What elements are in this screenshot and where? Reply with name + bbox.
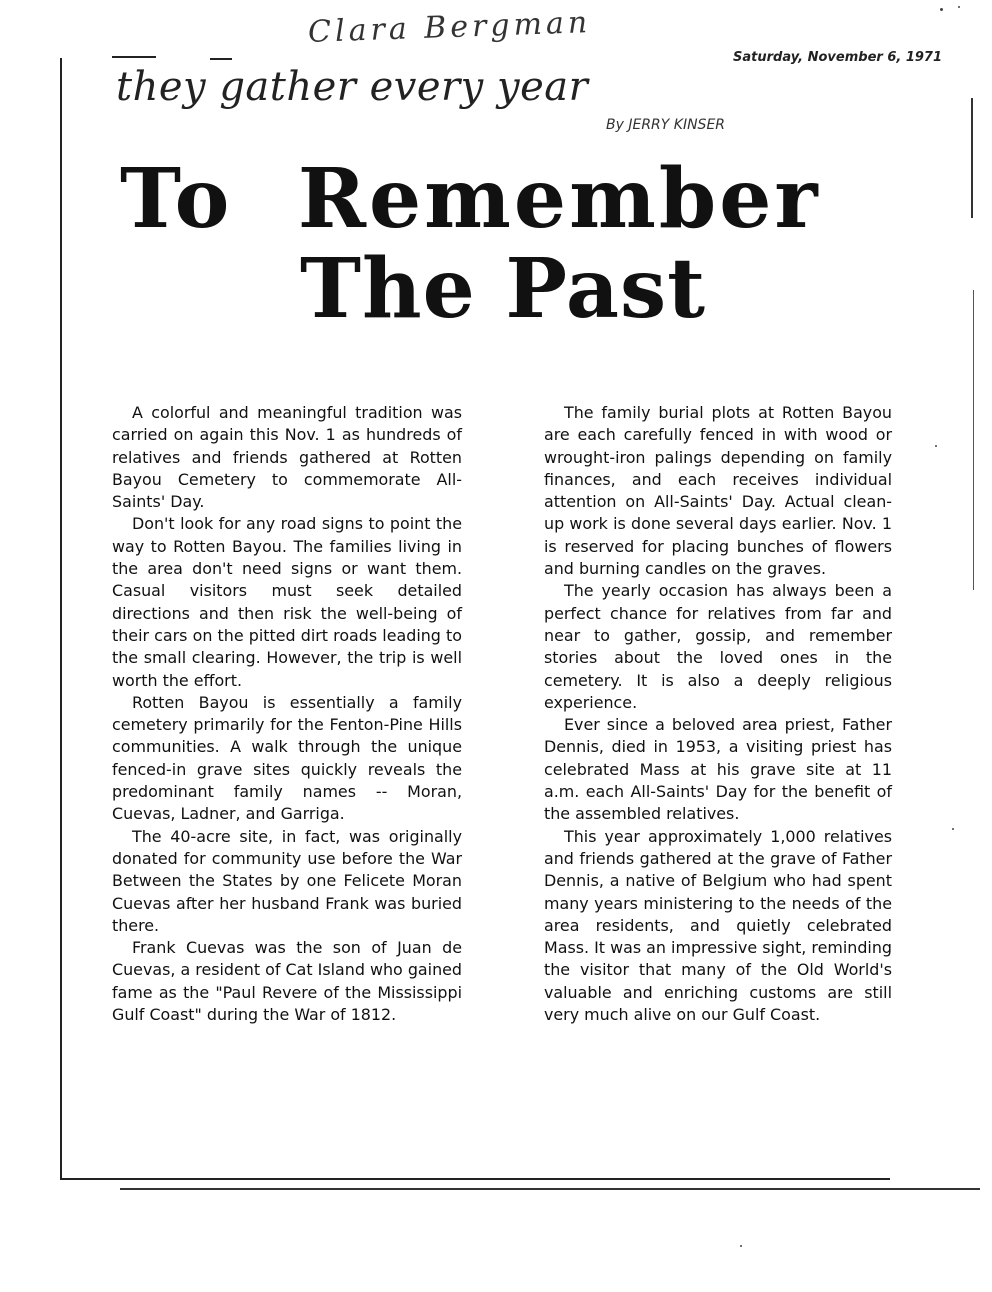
clipping-border-right <box>971 98 973 218</box>
byline: By JERRY KINSER <box>606 117 726 133</box>
paragraph: Don't look for any road signs to point the way to Rotten Bayou. The families living in the area don't need signs or want them. Casual visitors must seek detailed directions and then risk the well-being of their cars on the pitted dirt roads leading to the small clearing. However, the trip is well worth the effort. <box>112 514 462 690</box>
paragraph: Rotten Bayou is essentially a family cemetery primarily for the Fenton-Pine Hills communities. A walk through the unique fenced-in grave sites quickly reveals the predominant family names -- Moran, Cuevas, Ladner, and Garriga. <box>112 692 462 824</box>
clipping-border-right-lower <box>973 290 974 590</box>
paragraph: The 40-acre site, in fact, was originally donated for community use before the War Between the States by one Felicete Moran Cuevas after her husband Frank was buried there. <box>112 826 462 935</box>
paragraph: This year approximately 1,000 relatives and friends gathered at the grave of Father Dennis, a native of Belgium who had spent many years ministering to the needs of the area residents, and quietly celebrated Mass. It was an impressive sight, reminding the visitor that many of the Old World's valuable and enriching customs are still very much alive on our Gulf Coast. <box>544 826 892 1025</box>
clipping-border-bottom-outer <box>120 1188 980 1190</box>
clipping-border-left <box>60 58 62 1178</box>
kicker-rule-mark <box>210 58 232 60</box>
kicker-rule <box>112 56 156 58</box>
handwritten-annotation: Clara Bergman <box>307 5 592 50</box>
article-column-left <box>112 402 462 1026</box>
paragraph: Ever since a beloved area priest, Father Dennis, died in 1953, a visiting priest has celebrated Mass at his grave site at 11 a.m. each All-Saints' Day for the benefit of the assembled relatives. <box>544 715 892 824</box>
dateline: Saturday, November 6, 1971 <box>733 50 943 65</box>
scan-speck <box>958 6 960 8</box>
paragraph: Frank Cuevas was the son of Juan de Cuevas, a resident of Cat Island who gained fame as the "Paul Revere of the Mississippi Gulf Coast" during the War of 1812. <box>112 938 462 1025</box>
scan-speck <box>935 445 937 447</box>
scan-speck <box>740 1245 742 1247</box>
paragraph: A colorful and meaningful tradition was carried on again this Nov. 1 as hundreds of relatives and friends gathered at Rotten Bayou Cemetery to commemorate All-Saints' Day. <box>112 403 462 512</box>
scan-speck <box>952 828 954 830</box>
scan-speck <box>940 8 943 11</box>
kicker: they gather every year <box>116 64 589 110</box>
article-column-right <box>544 402 892 1026</box>
headline-line-1: To Remember <box>120 151 821 247</box>
paragraph: The yearly occasion has always been a perfect chance for relatives from far and near to gather, gossip, and remember stories about the loved ones in the cemetery. It is also a deeply religious experience. <box>544 581 892 712</box>
clipping-border-bottom <box>60 1178 890 1180</box>
headline-line-2: The Past <box>300 241 706 337</box>
paragraph: The family burial plots at Rotten Bayou are each carefully fenced in with wood or wrought-iron palings depending on family finances, and each receives individual attention on All-Saints' Day. Actual clean-up work is done several days earlier. Nov. 1 is reserved for placing bunches of flowers and burning candles on the graves. <box>544 403 892 579</box>
